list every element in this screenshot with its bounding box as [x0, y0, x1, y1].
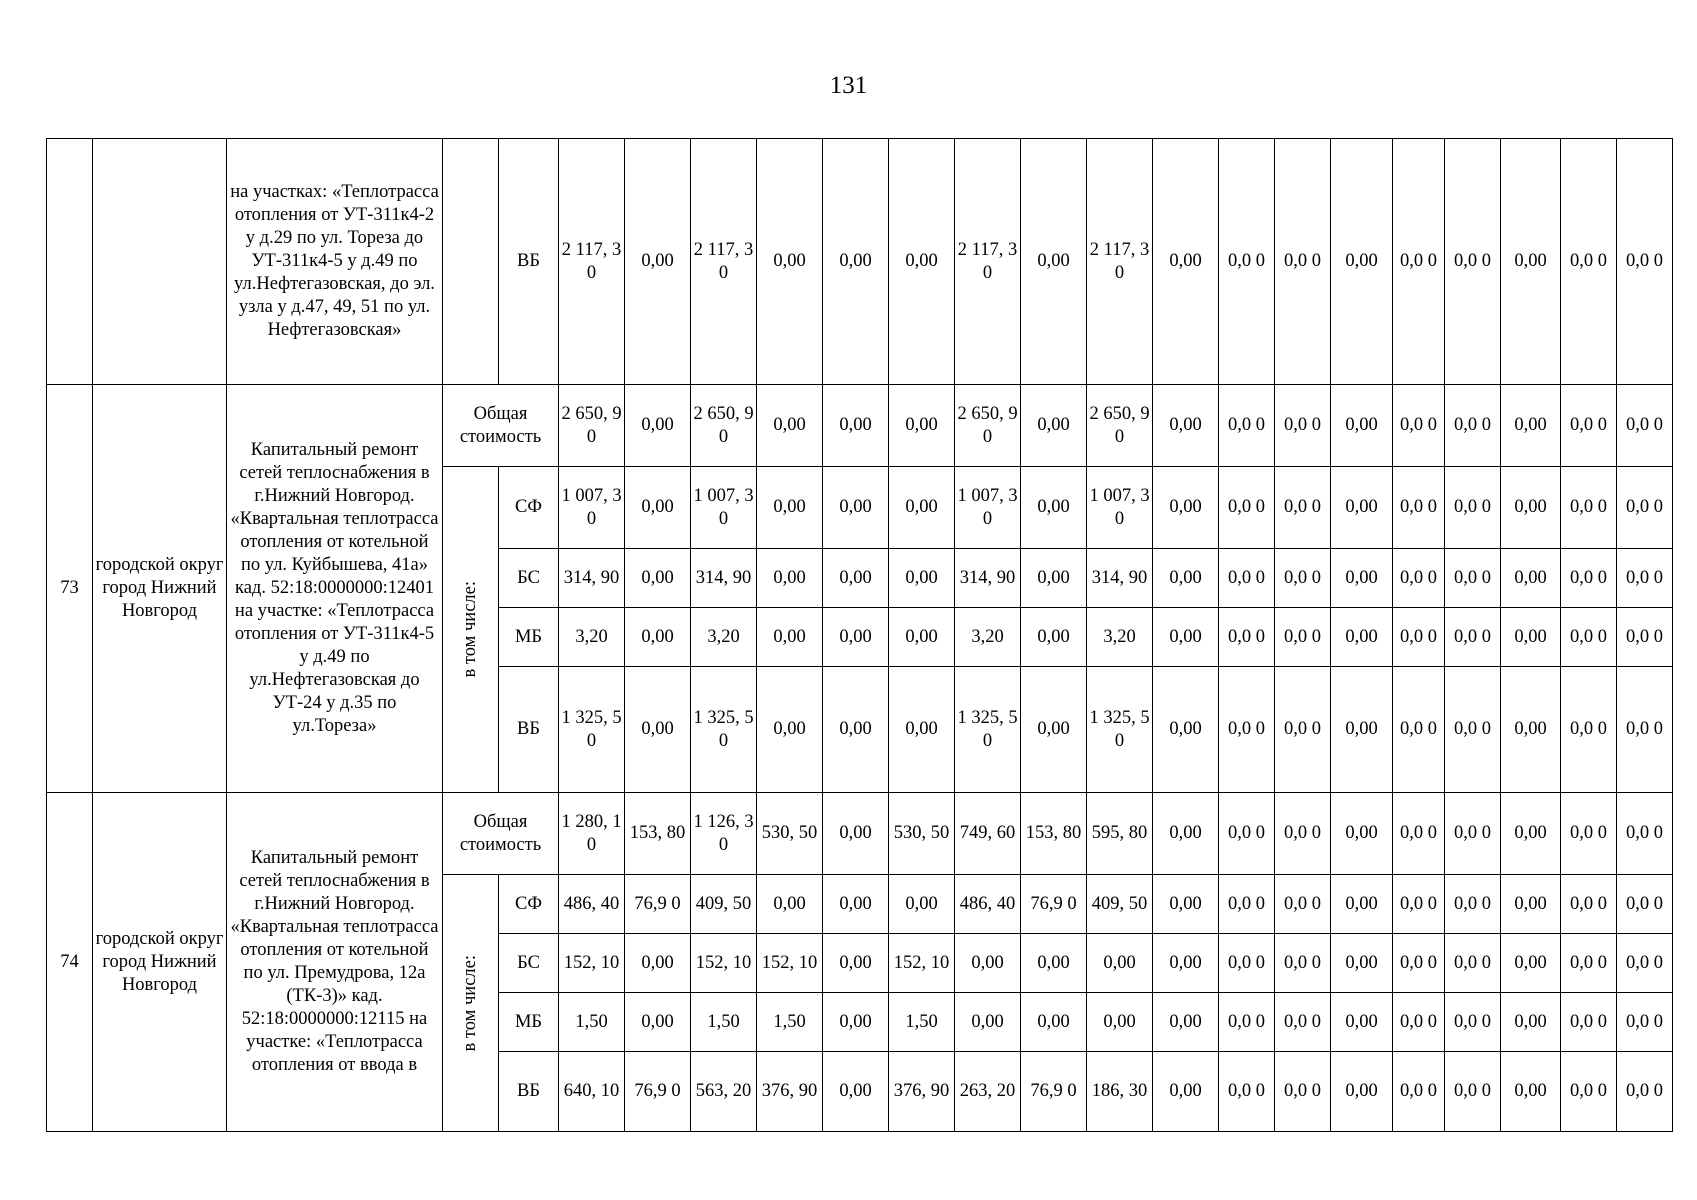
value-cell: 0,0 0	[1561, 1052, 1617, 1132]
value-cell: 0,0 0	[1445, 934, 1501, 993]
value-cell: 0,0 0	[1445, 667, 1501, 793]
value-cell: 0,00	[1331, 1052, 1393, 1132]
value-cell: 0,0 0	[1617, 993, 1673, 1052]
value-cell: 2 650, 90	[1087, 385, 1153, 467]
value-cell: 263, 20	[955, 1052, 1021, 1132]
value-cell: 0,00	[1331, 385, 1393, 467]
funding-source: ВБ	[499, 667, 559, 793]
value-cell: 0,0 0	[1219, 467, 1275, 549]
value-cell: 2 117, 30	[559, 139, 625, 385]
value-cell: 0,00	[1021, 667, 1087, 793]
value-cell: 0,0 0	[1393, 385, 1445, 467]
value-cell: 1,50	[559, 993, 625, 1052]
value-cell: 0,00	[757, 667, 823, 793]
value-cell: 0,0 0	[1275, 139, 1331, 385]
value-cell: 0,0 0	[1219, 139, 1275, 385]
value-cell: 0,00	[1501, 549, 1561, 608]
incl-label-wrap	[445, 581, 496, 677]
value-cell: 0,00	[625, 934, 691, 993]
incl-label	[443, 467, 499, 793]
value-cell: 0,00	[955, 934, 1021, 993]
value-cell: 3,20	[1087, 608, 1153, 667]
value-cell: 0,0 0	[1561, 793, 1617, 875]
value-cell: 0,0 0	[1275, 934, 1331, 993]
value-cell: 0,00	[1021, 934, 1087, 993]
table-row	[47, 385, 1673, 467]
total-label: Общая стоимость	[443, 385, 559, 467]
value-cell: 0,0 0	[1219, 934, 1275, 993]
value-cell: 3,20	[955, 608, 1021, 667]
funding-source: ВБ	[499, 1052, 559, 1132]
value-cell: 1 325, 50	[1087, 667, 1153, 793]
value-cell: 152, 10	[691, 934, 757, 993]
value-cell: 0,00	[1331, 875, 1393, 934]
value-cell: 0,0 0	[1617, 1052, 1673, 1132]
value-cell: 186, 30	[1087, 1052, 1153, 1132]
value-cell: 1 325, 50	[955, 667, 1021, 793]
value-cell: 0,00	[1153, 993, 1219, 1052]
value-cell: 0,00	[1153, 667, 1219, 793]
value-cell: 0,0 0	[1275, 793, 1331, 875]
value-cell: 640, 10	[559, 1052, 625, 1132]
value-cell: 76,9 0	[1021, 875, 1087, 934]
value-cell: 76,9 0	[625, 875, 691, 934]
value-cell: 0,00	[1021, 467, 1087, 549]
value-cell: 0,0 0	[1445, 385, 1501, 467]
value-cell: 76,9 0	[625, 1052, 691, 1132]
value-cell: 0,00	[1153, 385, 1219, 467]
value-cell: 0,0 0	[1275, 549, 1331, 608]
value-cell: 153, 80	[625, 793, 691, 875]
value-cell: 314, 90	[955, 549, 1021, 608]
value-cell: 0,0 0	[1219, 793, 1275, 875]
value-cell: 2 650, 90	[691, 385, 757, 467]
value-cell: 0,0 0	[1275, 667, 1331, 793]
value-cell: 0,00	[1153, 934, 1219, 993]
value-cell: 0,00	[889, 467, 955, 549]
value-cell: 0,00	[1153, 139, 1219, 385]
total-label: Общая стоимость	[443, 793, 559, 875]
value-cell: 0,0 0	[1219, 385, 1275, 467]
funding-source: БС	[499, 549, 559, 608]
value-cell: 0,00	[757, 139, 823, 385]
value-cell: 0,00	[1331, 793, 1393, 875]
value-cell: 0,0 0	[1393, 139, 1445, 385]
value-cell: 0,00	[625, 993, 691, 1052]
value-cell: 0,00	[955, 993, 1021, 1052]
incl-label-wrap	[445, 955, 496, 1051]
value-cell: 0,00	[1087, 993, 1153, 1052]
value-cell: 486, 40	[559, 875, 625, 934]
value-cell: 0,0 0	[1275, 385, 1331, 467]
value-cell: 0,0 0	[1617, 875, 1673, 934]
value-cell: 0,0 0	[1275, 467, 1331, 549]
page-number: 131	[829, 72, 868, 99]
value-cell: 0,00	[625, 139, 691, 385]
value-cell: 0,00	[1331, 608, 1393, 667]
value-cell: 2 650, 90	[559, 385, 625, 467]
value-cell: 0,00	[1021, 139, 1087, 385]
value-cell: 3,20	[691, 608, 757, 667]
value-cell: 0,0 0	[1219, 1052, 1275, 1132]
value-cell: 1 007, 30	[559, 467, 625, 549]
value-cell: 0,0 0	[1617, 385, 1673, 467]
value-cell: 0,00	[1501, 139, 1561, 385]
value-cell: 0,0 0	[1393, 549, 1445, 608]
value-cell: 0,00	[1331, 993, 1393, 1052]
value-cell: 0,00	[757, 875, 823, 934]
value-cell: 749, 60	[955, 793, 1021, 875]
row-number: 73	[47, 385, 93, 793]
value-cell: 0,00	[1153, 1052, 1219, 1132]
value-cell: 2 117, 30	[691, 139, 757, 385]
municipality: городской округ город Нижний Новгород	[93, 793, 227, 1132]
value-cell: 376, 90	[889, 1052, 955, 1132]
value-cell: 0,0 0	[1219, 549, 1275, 608]
value-cell: 0,0 0	[1393, 667, 1445, 793]
funding-source: СФ	[499, 467, 559, 549]
value-cell: 0,00	[1501, 467, 1561, 549]
value-cell: 0,0 0	[1561, 608, 1617, 667]
value-cell: 153, 80	[1021, 793, 1087, 875]
value-cell: 0,0 0	[1445, 793, 1501, 875]
value-cell: 1,50	[691, 993, 757, 1052]
value-cell: 0,00	[1331, 139, 1393, 385]
value-cell: 0,0 0	[1219, 667, 1275, 793]
funding-source: МБ	[499, 993, 559, 1052]
value-cell: 0,00	[1331, 934, 1393, 993]
row-number	[47, 139, 93, 385]
value-cell: 0,00	[1501, 385, 1561, 467]
value-cell: 152, 10	[889, 934, 955, 993]
table-row	[47, 793, 1673, 875]
value-cell: 0,0 0	[1393, 1052, 1445, 1132]
budget-table	[46, 138, 1673, 1132]
value-cell: 0,00	[889, 608, 955, 667]
value-cell: 0,00	[625, 667, 691, 793]
value-cell: 0,00	[823, 385, 889, 467]
value-cell: 0,00	[823, 139, 889, 385]
funding-source: БС	[499, 934, 559, 993]
value-cell: 0,0 0	[1561, 875, 1617, 934]
value-cell: 0,0 0	[1445, 875, 1501, 934]
value-cell: 0,0 0	[1445, 993, 1501, 1052]
value-cell: 0,00	[823, 793, 889, 875]
value-cell: 0,00	[889, 549, 955, 608]
object-description: на участках: «Теплотрасса отопления от УТ-311к4-2 у д.29 по ул. Тореза до УТ-311к4-5 у д.49 по ул.Нефтегазовская, до эл. узла у д.47, 49, 51 по ул. Нефтегазовская»	[227, 139, 443, 385]
value-cell: 0,00	[1021, 608, 1087, 667]
value-cell: 152, 10	[559, 934, 625, 993]
value-cell: 0,00	[1331, 549, 1393, 608]
value-cell: 0,0 0	[1393, 875, 1445, 934]
value-cell: 0,00	[1153, 549, 1219, 608]
value-cell: 530, 50	[889, 793, 955, 875]
value-cell: 0,00	[757, 385, 823, 467]
value-cell: 0,0 0	[1617, 139, 1673, 385]
value-cell: 0,0 0	[1445, 139, 1501, 385]
value-cell: 0,00	[823, 993, 889, 1052]
funding-source: ВБ	[499, 139, 559, 385]
value-cell: 376, 90	[757, 1052, 823, 1132]
value-cell: 1 126, 30	[691, 793, 757, 875]
value-cell: 0,0 0	[1275, 875, 1331, 934]
value-cell: 0,00	[823, 1052, 889, 1132]
value-cell: 0,0 0	[1393, 993, 1445, 1052]
value-cell: 486, 40	[955, 875, 1021, 934]
value-cell: 314, 90	[691, 549, 757, 608]
value-cell: 0,0 0	[1445, 608, 1501, 667]
value-cell: 0,0 0	[1561, 667, 1617, 793]
incl-label-text: в том числе:	[460, 581, 480, 678]
value-cell: 0,00	[889, 667, 955, 793]
value-cell: 0,00	[889, 385, 955, 467]
value-cell: 1,50	[757, 993, 823, 1052]
value-cell: 0,0 0	[1561, 549, 1617, 608]
value-cell: 0,0 0	[1617, 934, 1673, 993]
value-cell: 314, 90	[1087, 549, 1153, 608]
value-cell: 0,00	[1331, 467, 1393, 549]
value-cell: 0,00	[757, 467, 823, 549]
value-cell: 152, 10	[757, 934, 823, 993]
value-cell: 0,00	[1501, 1052, 1561, 1132]
value-cell: 1 007, 30	[1087, 467, 1153, 549]
value-cell: 0,00	[625, 608, 691, 667]
value-cell: 0,00	[823, 467, 889, 549]
value-cell: 0,0 0	[1219, 993, 1275, 1052]
value-cell: 0,00	[823, 875, 889, 934]
value-cell: 0,0 0	[1393, 934, 1445, 993]
value-cell: 0,00	[1501, 793, 1561, 875]
value-cell: 0,00	[823, 667, 889, 793]
value-cell: 0,0 0	[1275, 993, 1331, 1052]
value-cell: 3,20	[559, 608, 625, 667]
value-cell: 0,00	[1021, 385, 1087, 467]
value-cell: 0,00	[1021, 993, 1087, 1052]
value-cell: 1 007, 30	[691, 467, 757, 549]
value-cell: 2 650, 90	[955, 385, 1021, 467]
incl-label	[443, 139, 499, 385]
value-cell: 0,0 0	[1393, 793, 1445, 875]
value-cell: 0,00	[625, 467, 691, 549]
value-cell: 0,00	[1087, 934, 1153, 993]
value-cell: 0,0 0	[1219, 608, 1275, 667]
value-cell: 314, 90	[559, 549, 625, 608]
value-cell: 0,0 0	[1445, 1052, 1501, 1132]
value-cell: 0,00	[1501, 875, 1561, 934]
value-cell: 0,00	[1153, 793, 1219, 875]
value-cell: 1 325, 50	[691, 667, 757, 793]
value-cell: 1,50	[889, 993, 955, 1052]
value-cell: 1 007, 30	[955, 467, 1021, 549]
value-cell: 0,00	[1153, 467, 1219, 549]
value-cell: 0,00	[823, 608, 889, 667]
value-cell: 563, 20	[691, 1052, 757, 1132]
value-cell: 0,00	[625, 549, 691, 608]
funding-source: МБ	[499, 608, 559, 667]
value-cell: 0,0 0	[1393, 467, 1445, 549]
value-cell: 0,0 0	[1445, 467, 1501, 549]
value-cell: 0,00	[823, 934, 889, 993]
incl-label	[443, 875, 499, 1132]
value-cell: 2 117, 30	[1087, 139, 1153, 385]
value-cell: 0,00	[1501, 667, 1561, 793]
table-row	[47, 139, 1673, 385]
value-cell: 1 280, 10	[559, 793, 625, 875]
value-cell: 0,00	[1501, 993, 1561, 1052]
value-cell: 0,0 0	[1275, 1052, 1331, 1132]
value-cell: 0,00	[1153, 875, 1219, 934]
object-description: Капитальный ремонт сетей теплоснабжения в г.Нижний Новгород. «Квартальная теплотрасса отопления от котельной по ул. Куйбышева, 41а» кад. 52:18:0000000:12401 на участке: «Теплотрасса отопления от УТ-311к4-5 у д.49 по ул.Нефтегазовская до УТ-24 у д.35 по ул.Тореза»	[227, 385, 443, 793]
value-cell: 0,0 0	[1445, 549, 1501, 608]
value-cell: 0,00	[1153, 608, 1219, 667]
value-cell: 0,0 0	[1617, 608, 1673, 667]
value-cell: 0,0 0	[1617, 549, 1673, 608]
value-cell: 0,00	[757, 549, 823, 608]
value-cell: 1 325, 50	[559, 667, 625, 793]
value-cell: 0,00	[823, 549, 889, 608]
municipality: городской округ город Нижний Новгород	[93, 385, 227, 793]
value-cell: 595, 80	[1087, 793, 1153, 875]
value-cell: 0,0 0	[1393, 608, 1445, 667]
value-cell: 0,0 0	[1617, 467, 1673, 549]
value-cell: 0,0 0	[1561, 467, 1617, 549]
object-description: Капитальный ремонт сетей теплоснабжения в г.Нижний Новгород. «Квартальная теплотрасса отопления от котельной по ул. Премудрова, 12а (ТК-3)» кад. 52:18:0000000:12115 на участке: «Теплотрасса отопления от ввода в	[227, 793, 443, 1132]
value-cell: 0,00	[757, 608, 823, 667]
value-cell: 0,00	[625, 385, 691, 467]
row-number: 74	[47, 793, 93, 1132]
value-cell: 0,00	[889, 139, 955, 385]
value-cell: 409, 50	[691, 875, 757, 934]
value-cell: 0,00	[889, 875, 955, 934]
value-cell: 0,00	[1021, 549, 1087, 608]
value-cell: 2 117, 30	[955, 139, 1021, 385]
value-cell: 0,00	[1501, 934, 1561, 993]
value-cell: 0,0 0	[1561, 934, 1617, 993]
value-cell: 0,0 0	[1561, 993, 1617, 1052]
value-cell: 0,0 0	[1561, 385, 1617, 467]
incl-label-text: в том числе:	[460, 954, 480, 1052]
value-cell: 0,00	[1501, 608, 1561, 667]
value-cell: 0,0 0	[1219, 875, 1275, 934]
value-cell: 76,9 0	[1021, 1052, 1087, 1132]
funding-source: СФ	[499, 875, 559, 934]
value-cell: 0,00	[1331, 667, 1393, 793]
value-cell: 409, 50	[1087, 875, 1153, 934]
value-cell: 530, 50	[757, 793, 823, 875]
municipality	[93, 139, 227, 385]
value-cell: 0,0 0	[1617, 793, 1673, 875]
value-cell: 0,0 0	[1617, 667, 1673, 793]
value-cell: 0,0 0	[1275, 608, 1331, 667]
value-cell: 0,0 0	[1561, 139, 1617, 385]
